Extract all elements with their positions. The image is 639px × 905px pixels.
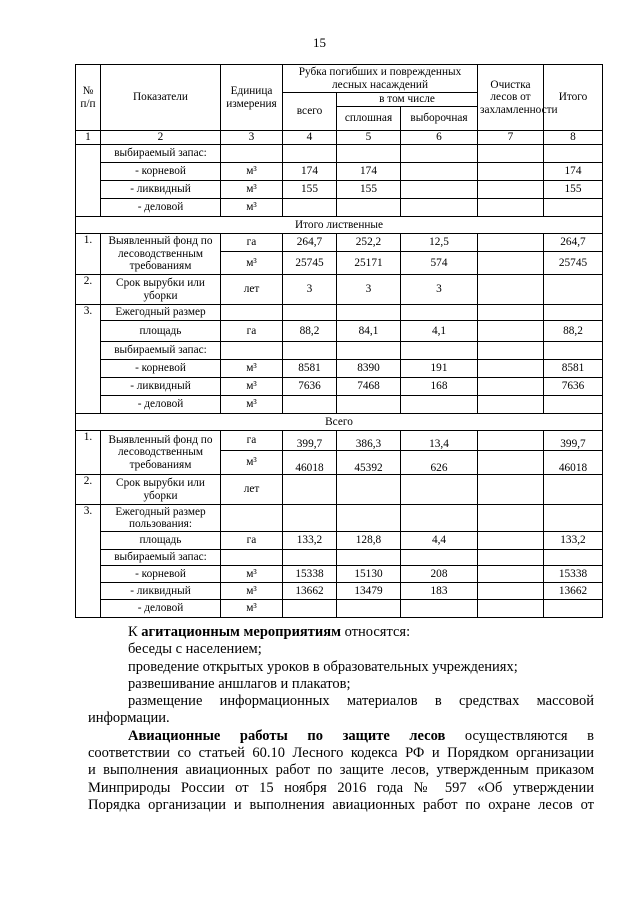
col-num: 8 [544,131,603,145]
row-label: Выявленный фонд по лесоводственным требованиям [101,234,221,275]
value-cell: 8581 [544,360,603,378]
text-line: Порядка организации и выполнения авиационных работ по охране лесов от [88,796,594,813]
value-cell: 15130 [337,566,401,583]
unit-cell: м³ [221,600,283,618]
value-cell: 7636 [283,378,337,396]
row-label: - корневой [101,566,221,583]
value-cell: 133,2 [283,532,337,550]
value-cell: 13662 [283,583,337,600]
col-num: 5 [337,131,401,145]
value-cell: 25171 [337,252,401,275]
value-cell: 7636 [544,378,603,396]
row-label: - деловой [101,396,221,414]
value-cell: 626 [401,451,478,475]
value-cell: 264,7 [283,234,337,252]
row-label: - деловой [101,600,221,618]
text-span: относятся: [340,624,411,640]
value-cell: 13662 [544,583,603,600]
value-cell: 174 [337,163,401,181]
row-label: площадь [101,532,221,550]
col-num: 1 [76,131,101,145]
header-felling: Рубка погибших и поврежденных лесных насаждений [283,65,478,93]
value-cell: 183 [401,583,478,600]
text-line: соответствии со статьей 60.10 Лесного кодекса РФ и Порядком организации [88,745,594,762]
value-cell: 574 [401,252,478,275]
header-num: № п/п [76,65,101,131]
row-label: Выявленный фонд по лесоводственным требованиям [101,431,221,475]
unit-cell: лет [221,275,283,305]
forest-felling-table [75,64,603,618]
row-label: Срок вырубки или уборки [101,475,221,505]
unit-cell: м³ [221,199,283,217]
value-cell: 3 [401,275,478,305]
value-cell: 399,7 [283,431,337,451]
value-cell: 8581 [283,360,337,378]
unit-cell: м³ [221,360,283,378]
row-label: Срок вырубки или уборки [101,275,221,305]
col-num: 3 [221,131,283,145]
value-cell: 386,3 [337,431,401,451]
header-solid: сплошная [337,107,401,131]
header-clearing: Очистка лесов от захламленности [478,65,544,131]
text-line: Минприроды России от 15 ноября 2016 года № 597 «Об утверждении [88,779,594,796]
body-text [88,624,594,814]
list-line: размещение информационных материалов в средствах массовой [128,693,594,710]
value-cell: 128,8 [337,532,401,550]
value-cell: 15338 [283,566,337,583]
value-cell: 174 [544,163,603,181]
row-label: выбираемый запас: [101,342,221,360]
unit-cell: м³ [221,181,283,199]
paragraph-aviation [88,728,594,745]
text-line: и выполнения авиационных работ по защите лесов, утвержденным приказом [88,762,594,779]
row-label: выбираемый запас: [101,145,221,163]
row-num: 1. [76,431,101,475]
text-span: К [128,624,142,640]
value-cell: 45392 [337,451,401,475]
value-cell: 191 [401,360,478,378]
header-sum: Итого [544,65,603,131]
row-label: - корневой [101,360,221,378]
row-num: 3. [76,305,101,414]
value-cell: 13479 [337,583,401,600]
unit-cell: м³ [221,566,283,583]
unit-cell: лет [221,475,283,505]
list-line: развешивание аншлагов и плакатов; [128,675,351,692]
value-cell: 46018 [544,451,603,475]
col-num: 6 [401,131,478,145]
unit-cell: м³ [221,583,283,600]
unit-cell: м³ [221,252,283,275]
unit-cell: га [221,234,283,252]
header-unit: Единица измерения [221,65,283,131]
unit-cell: м³ [221,163,283,181]
row-label: - деловой [101,199,221,217]
row-label: Ежегодный размер [101,305,221,321]
unit-cell: га [221,431,283,451]
value-cell: 155 [337,181,401,199]
paragraph-agitation [88,624,594,641]
value-cell: 88,2 [544,321,603,342]
header-indicator: Показатели [101,65,221,131]
section-title: Итого лиственные [76,217,603,234]
section-title: Всего [76,414,603,431]
bold-term: агитационным мероприятиям [141,624,341,640]
unit-cell: га [221,321,283,342]
col-num: 4 [283,131,337,145]
value-cell: 15338 [544,566,603,583]
row-num: 2. [76,475,101,505]
value-cell: 25745 [544,252,603,275]
header-total: всего [283,93,337,131]
value-cell: 133,2 [544,532,603,550]
list-line: проведение открытых уроков в образовательных учреждениях; [128,658,518,675]
value-cell: 46018 [283,451,337,475]
unit-cell: м³ [221,451,283,475]
row-num: 2. [76,275,101,305]
row-label: - ликвидный [101,583,221,600]
header-selective: выборочная [401,107,478,131]
value-cell: 399,7 [544,431,603,451]
value-cell: 3 [337,275,401,305]
value-cell: 174 [283,163,337,181]
row-num: 1. [76,234,101,275]
value-cell: 168 [401,378,478,396]
row-label: - ликвидный [101,378,221,396]
page-number: 15 [313,35,326,50]
row-label: - ликвидный [101,181,221,199]
value-cell: 155 [544,181,603,199]
unit-cell: м³ [221,378,283,396]
list-line: информации. [88,710,170,727]
value-cell: 13,4 [401,431,478,451]
col-num: 2 [101,131,221,145]
row-label: - корневой [101,163,221,181]
value-cell: 208 [401,566,478,583]
value-cell: 264,7 [544,234,603,252]
unit-cell: м³ [221,396,283,414]
value-cell: 12,5 [401,234,478,252]
value-cell: 4,4 [401,532,478,550]
row-label: выбираемый запас: [101,550,221,566]
unit-cell: га [221,532,283,550]
header-incl: в том числе [337,93,478,107]
value-cell: 4,1 [401,321,478,342]
value-cell: 155 [283,181,337,199]
row-num: 3. [76,505,101,618]
row-label: площадь [101,321,221,342]
value-cell: 252,2 [337,234,401,252]
value-cell: 88,2 [283,321,337,342]
value-cell: 25745 [283,252,337,275]
row-label: Ежегодный размер пользования: [101,505,221,532]
list-line: беседы с населением; [128,641,262,658]
value-cell: 3 [283,275,337,305]
col-num: 7 [478,131,544,145]
value-cell: 7468 [337,378,401,396]
value-cell: 8390 [337,360,401,378]
text-span: осуществляются в [445,727,594,744]
bold-term: Авиационные работы по защите лесов [128,727,446,744]
value-cell: 84,1 [337,321,401,342]
